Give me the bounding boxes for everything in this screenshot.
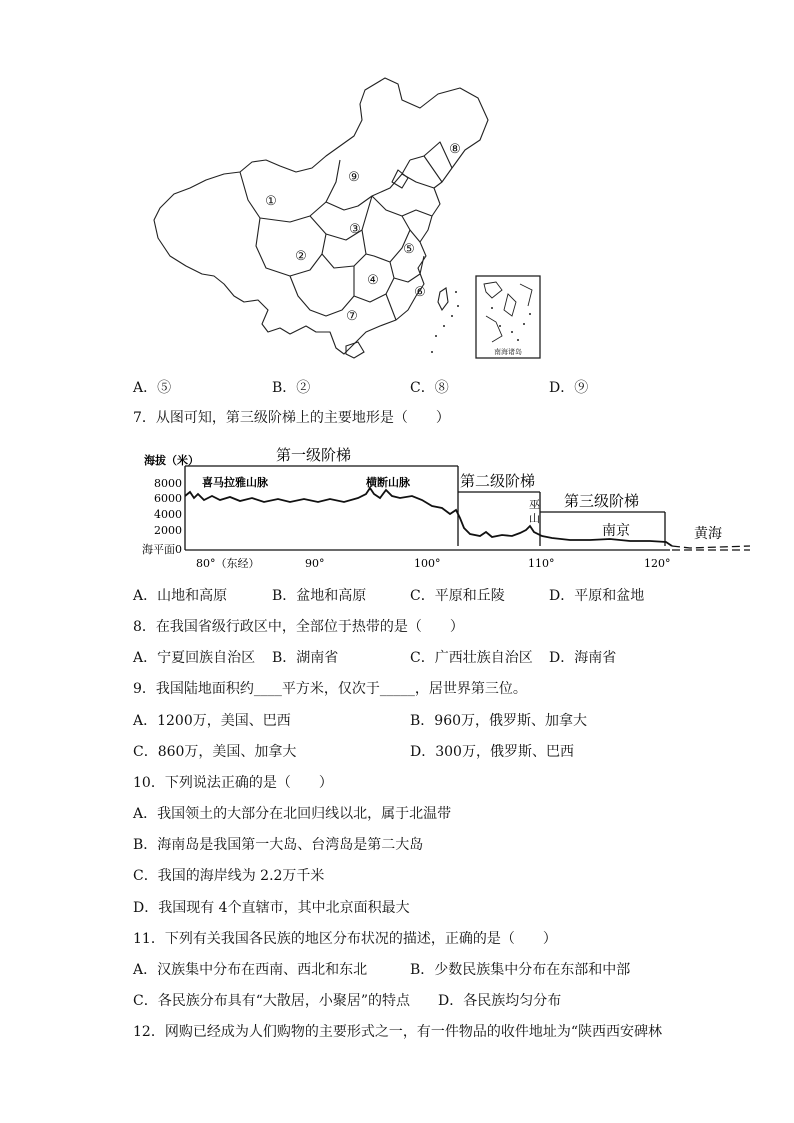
q9-stem: 9．我国陆地面积约____平方米，仅次于_____，居世界第三位。	[133, 681, 527, 697]
china-province-map	[140, 70, 560, 370]
q8-stem: 8．在我国省级行政区中，全部位于热带的是（ ）	[133, 619, 464, 635]
xtick-80: 80°（东经）	[196, 557, 260, 570]
terrain-profile-diagram	[130, 436, 750, 570]
region-label-6: ⑥	[414, 285, 426, 300]
q10-option-d[interactable]: D．我国现有 4个直辖市，其中北京面积最大	[133, 900, 410, 916]
q10-stem: 10．下列说法正确的是（ ）	[133, 775, 333, 791]
q11-option-d[interactable]: D．各民族均匀分布	[438, 993, 562, 1009]
q7-option-c[interactable]: C．平原和丘陵	[410, 588, 505, 604]
region-label-2: ②	[295, 249, 307, 264]
q12-stem: 12．网购已经成为人们购物的主要形式之一，有一件物品的收件地址为“陕西西安碑林	[133, 1024, 662, 1040]
ytick-2000: 2000	[154, 524, 182, 537]
q8-option-c[interactable]: C．广西壮族自治区	[410, 650, 533, 666]
q11-option-c[interactable]: C．各民族分布具有“大散居，小聚居”的特点	[133, 993, 411, 1009]
region-label-5: ⑤	[403, 242, 415, 257]
q9-option-a[interactable]: A．1200万，美国、巴西	[133, 713, 291, 729]
q7-option-b[interactable]: B．盆地和高原	[272, 588, 367, 604]
hengduan-label: 横断山脉	[366, 476, 410, 489]
xtick-90: 90°	[305, 557, 325, 570]
ytick-6000: 6000	[154, 492, 182, 505]
q8-option-d[interactable]: D．海南省	[549, 650, 617, 666]
region-label-9: ⑨	[348, 170, 360, 185]
wushan-label-2: 山	[529, 512, 540, 525]
q8-option-a[interactable]: A．宁夏回族自治区	[133, 650, 256, 666]
region-label-8: ⑧	[449, 142, 461, 157]
step2-label: 第二级阶梯	[460, 472, 536, 490]
huanghai-label: 黄海	[694, 526, 722, 542]
q7-stem: 7．从图可知，第三级阶梯上的主要地形是（ ）	[133, 410, 450, 426]
step3-label: 第三级阶梯	[564, 492, 640, 510]
q6-option-b[interactable]: B．②	[272, 380, 311, 396]
xtick-120: 120°	[644, 557, 671, 570]
ytick-0: 海平面0	[142, 543, 182, 556]
ytick-4000: 4000	[154, 508, 182, 521]
q10-option-c[interactable]: C．我国的海岸线为 2.2万千米	[133, 868, 325, 884]
q8-option-b[interactable]: B．湖南省	[272, 650, 339, 666]
region-label-1: ①	[265, 194, 277, 209]
q10-option-b[interactable]: B．海南岛是我国第一大岛、台湾岛是第二大岛	[133, 837, 424, 853]
inset-caption: 南海诸岛	[494, 348, 522, 356]
q6-option-c[interactable]: C．⑧	[410, 380, 449, 396]
q11-option-a[interactable]: A．汉族集中分布在西南、西北和东北	[133, 962, 368, 978]
ytick-8000: 8000	[154, 477, 182, 490]
q11-option-b[interactable]: B．少数民族集中分布在东部和中部	[410, 962, 631, 978]
region-label-7: ⑦	[346, 309, 358, 324]
xtick-110: 110°	[528, 557, 555, 570]
q7-option-d[interactable]: D．平原和盆地	[549, 588, 645, 604]
q10-option-a[interactable]: A．我国领土的大部分在北回归线以北，属于北温带	[133, 806, 452, 822]
region-label-3: ③	[349, 222, 361, 237]
q9-option-c[interactable]: C．860万，美国、加拿大	[133, 744, 297, 760]
q9-option-d[interactable]: D．300万，俄罗斯、巴西	[410, 744, 574, 760]
q6-option-a[interactable]: A．⑤	[133, 380, 172, 396]
region-label-4: ④	[367, 273, 379, 288]
himalaya-label: 喜马拉雅山脉	[202, 476, 268, 489]
q11-stem: 11．下列有关我国各民族的地区分布状况的描述，正确的是（ ）	[133, 931, 557, 947]
q7-option-a[interactable]: A．山地和高原	[133, 588, 228, 604]
q9-option-b[interactable]: B．960万，俄罗斯、加拿大	[410, 713, 588, 729]
nanjing-label: 南京	[602, 523, 630, 539]
profile-ylabel: 海拔（米）	[144, 454, 199, 467]
wushan-label-1: 巫	[529, 498, 540, 511]
q6-option-d[interactable]: D．⑨	[549, 380, 589, 396]
step1-label: 第一级阶梯	[276, 446, 352, 464]
xtick-100: 100°	[414, 557, 441, 570]
